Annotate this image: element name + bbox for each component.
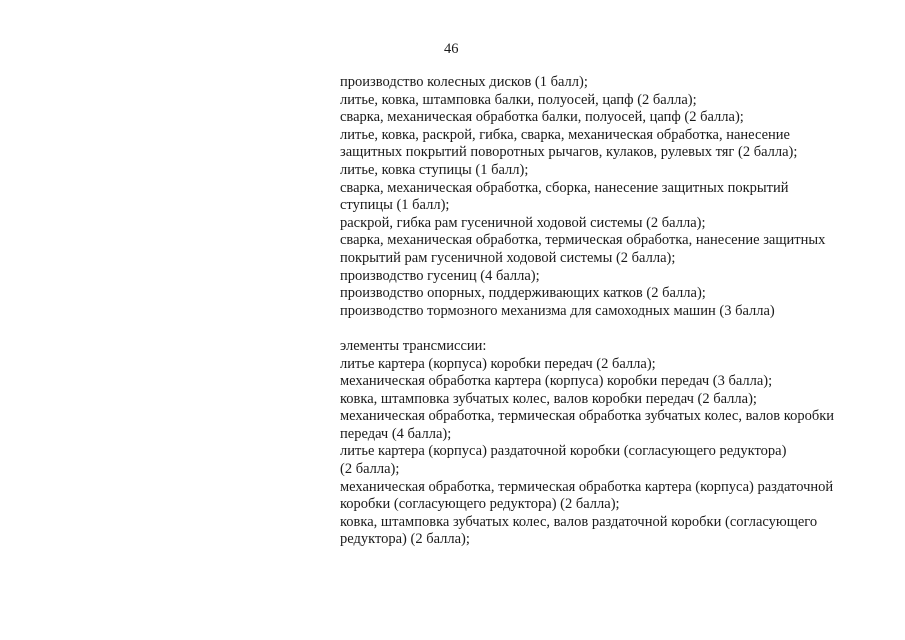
text-line: литье, ковка ступицы (1 балл); <box>340 161 529 178</box>
text-line: редуктора) (2 балла); <box>340 531 470 548</box>
document-body <box>340 74 880 549</box>
text-line: ступицы (1 балл); <box>340 197 450 214</box>
text-line: сварка, механическая обработка, сборка, нанесение защитных покрытий <box>340 179 789 196</box>
text-line: защитных покрытий поворотных рычагов, кулаков, рулевых тяг (2 балла); <box>340 144 798 161</box>
text-line: механическая обработка картера (корпуса) коробки передач (3 балла); <box>340 373 773 390</box>
text-line: коробки (согласующего редуктора) (2 балла); <box>340 496 620 513</box>
text-line: производство гусениц (4 балла); <box>340 267 540 284</box>
list-block-chassis <box>340 74 880 320</box>
text-line: производство опорных, поддерживающих катков (2 балла); <box>340 285 706 302</box>
text-line: ковка, штамповка зубчатых колес, валов коробки передач (2 балла); <box>340 390 757 407</box>
text-line: литье картера (корпуса) коробки передач (2 балла); <box>340 355 656 372</box>
page-number: 46 <box>444 41 459 57</box>
text-line: (2 балла); <box>340 461 400 478</box>
text-line: сварка, механическая обработка, термическая обработка, нанесение защитных <box>340 232 826 249</box>
text-line: механическая обработка, термическая обработка зубчатых колес, валов коробки <box>340 408 835 425</box>
section-heading: элементы трансмиссии: <box>340 337 487 354</box>
text-line: раскрой, гибка рам гусеничной ходовой системы (2 балла); <box>340 214 706 231</box>
text-line: литье, ковка, раскрой, гибка, сварка, механическая обработка, нанесение <box>340 126 790 143</box>
text-line: сварка, механическая обработка балки, полуосей, цапф (2 балла); <box>340 109 744 126</box>
text-line: производство колесных дисков (1 балл); <box>340 74 588 90</box>
text-line: литье, ковка, штамповка балки, полуосей, цапф (2 балла); <box>340 91 697 108</box>
text-line: передач (4 балла); <box>340 425 452 442</box>
text-line: ковка, штамповка зубчатых колес, валов раздаточной коробки (согласующего <box>340 513 818 530</box>
text-line: механическая обработка, термическая обработка картера (корпуса) раздаточной <box>340 478 834 495</box>
text-line: покрытий рам гусеничной ходовой системы (2 балла); <box>340 249 676 266</box>
text-line: литье картера (корпуса) раздаточной коробки (согласующего редуктора) <box>340 443 787 460</box>
text-line: производство тормозного механизма для самоходных машин (3 балла) <box>340 302 775 319</box>
paragraph-gap <box>340 320 880 338</box>
list-block-transmission <box>340 338 880 549</box>
